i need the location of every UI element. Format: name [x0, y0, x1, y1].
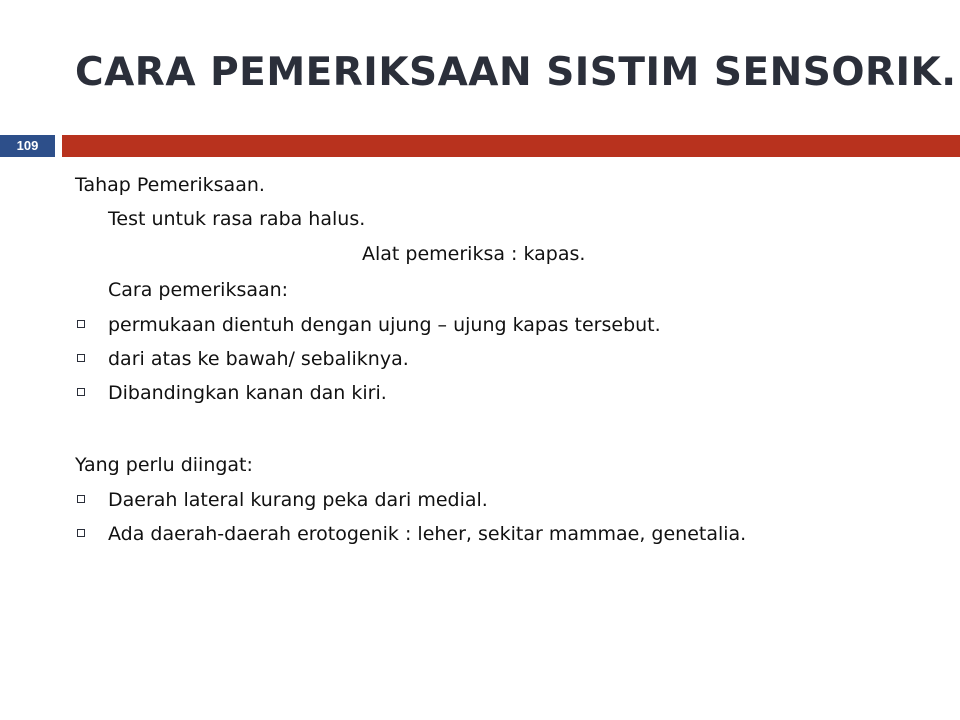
square-bullet-icon [77, 320, 85, 328]
slide-title: CARA PEMERIKSAAN SISTIM SENSORIK. [75, 50, 957, 95]
method-label: Cara pemeriksaan: [108, 279, 289, 301]
test-description: Test untuk rasa raba halus. [108, 208, 366, 230]
square-bullet-icon [77, 495, 85, 503]
section-heading-tahap: Tahap Pemeriksaan. [75, 174, 265, 196]
page-number-badge: 109 [0, 135, 55, 157]
list-item: dari atas ke bawah/ sebaliknya. [108, 348, 409, 370]
list-item: Daerah lateral kurang peka dari medial. [108, 489, 488, 511]
square-bullet-icon [77, 529, 85, 537]
square-bullet-icon [77, 354, 85, 362]
list-item: Ada daerah-daerah erotogenik : leher, sekitar mammae, genetalia. [108, 523, 747, 545]
tool-description: Alat pemeriksa : kapas. [362, 243, 586, 265]
list-item: permukaan dientuh dengan ujung – ujung kapas tersebut. [108, 314, 661, 336]
square-bullet-icon [77, 388, 85, 396]
list-item: Dibandingkan kanan dan kiri. [108, 382, 387, 404]
section-heading-diingat: Yang perlu diingat: [75, 454, 253, 476]
